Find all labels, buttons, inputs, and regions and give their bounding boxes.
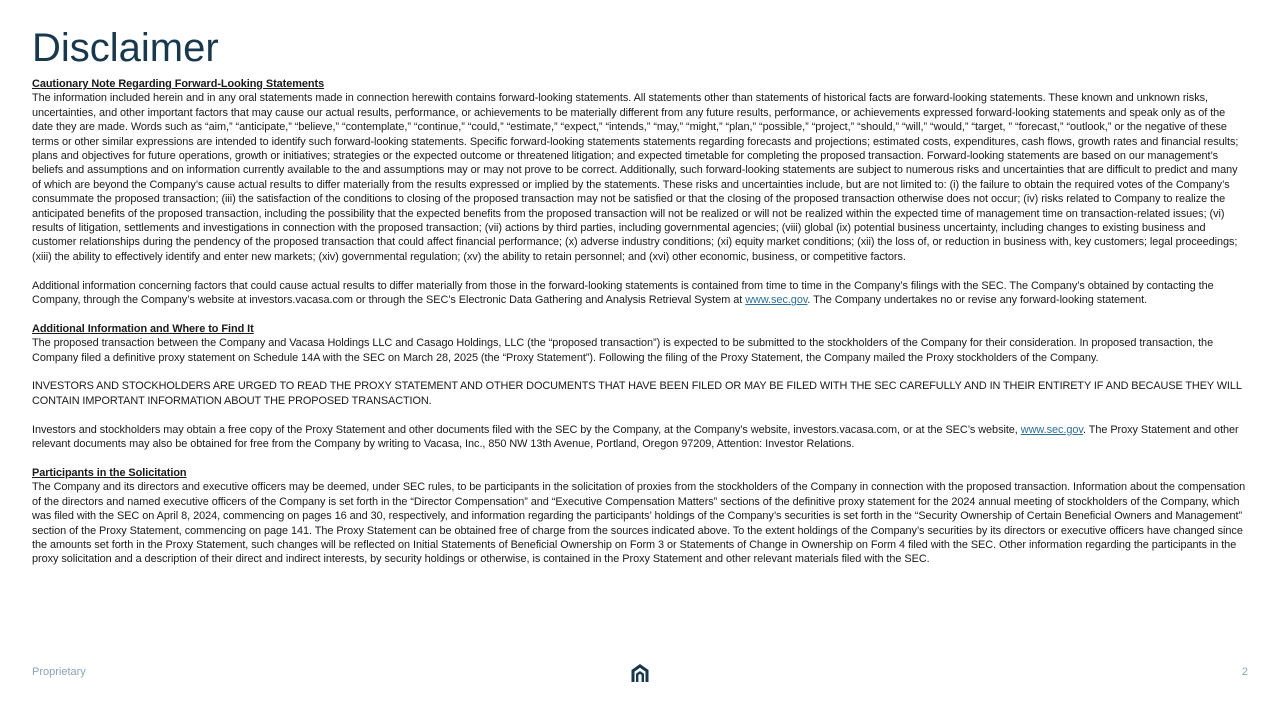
forward-looking-paragraph-1: The information included herein and in any oral statements made in connection herewith contains forward-looking statements. All statements other than statements of historical facts are forward-looking statements. These known and unknown risks, uncertainties, and other important factors that may cause our actual results, performance, or achievements to be materially different from any future results, performance, or achievements expressed forward-looking statements and speak only as of the date they are made. Words such as “aim,” “anticipate,” “believe,” “contemplate,” “continue,” “could,” “estimate,” “expect,” “intends,” “may,” “might,” “plan,” “possible,” “project,” “should,” “will,” “would,” “target, ” “forecast,” “outlook,” or the negative of these terms or other similar expressions are intended to identify such forward-looking statements. Specific forward-looking statements statements regarding forecasts and projections; estimated costs, expenditures, cash flows, growth rates and financial results; plans and objectives for future operations, growth or initiatives; strategies or the expected outcome or threatened litigation; and expected timetable for completing the proposed transaction. Forward-looking statements are based on our management’s beliefs and assumptions and on information currently available to the and assumptions may or may not prove to be correct. Additionally, such forward-looking statements are subject to numerous risks and uncertainties that are difficult to predict and many of which are beyond the Company’s cause actual results to differ materially from the results expressed or implied by the statements. These risks and uncertainties include, but are not limited to: (i) the failure to obtain the required votes of the Company’s consummate the proposed transaction; (iii) the satisfaction of the conditions to closing of the proposed transaction may not be satisfied or that the closing of the proposed transaction otherwise does not occur; (iv) risks related to Company to realize the anticipated benefits of the proposed transaction, including the possibility that the expected benefits from the proposed transaction will not be realized or will not be realized within the expected time of management time on transaction-related issues; (vi) results of litigation, settlements and investigations in connection with the proposed transaction; (vii) actions by third parties, including governmental agencies; (viii) global (ix) potential business uncertainty, including changes to existing business and customer relationships during the pendency of the proposed transaction that could affect financial performance; (x) adverse industry conditions; (xi) equity market conditions; (xii) the loss of, or reduction in business with, key customers; legal proceedings; (xiii) the ability to effectively identify and enter new markets; (xiv) governmental regulation; (xv) the ability to retain personnel; and (xvi) other economic, business, or competitive factors. bbox=[32, 92, 1239, 263]
section-heading-additional-info: Additional Information and Where to Find It bbox=[32, 322, 254, 335]
participants-paragraph-1: The Company and its directors and executive officers may be deemed, under SEC rules, to be participants in the solicitation of proxies from the stockholders of the Company in connection with the proposed transaction. Information about the compensation of the directors and named executive officers of the Company is set forth in the “Director Compensation” and “Executive Compensation Matters” sections of the definitive proxy statement for the 2024 annual meeting of stockholders of the Company, which was filed with the SEC on April 8, 2024, commencing on pages 16 and 30, respectively, and information regarding the participants’ holdings of the Company’s securities is set forth in the “Security Ownership of Certain Beneficial Owners and Management” section of the Proxy Statement, commencing on page 141. The Proxy Statement can be obtained free of charge from the sources indicated above. To the extent holdings of the Company’s securities by its directors or executive officers have changed since the amounts set forth in the Proxy Statement, such changes will be reflected on Initial Statements of Beneficial Ownership on Form 3 or Statements of Change in Ownership on Form 4 filed with the SEC. Other information regarding the participants in the proxy solicitation and a description of their direct and indirect interests, by security holdings or otherwise, is contained in the Proxy Statement and other relevant materials filed with the SEC. bbox=[32, 481, 1246, 566]
additional-info-paragraph-3-text: Investors and stockholders may obtain a free copy of the Proxy Statement and other documents filed with the SEC by the Company, at the Company’s website, investors.vacasa.com, or at the SEC’s website, bbox=[32, 423, 1018, 436]
sec-gov-link[interactable]: www.sec.gov bbox=[745, 294, 808, 307]
additional-info-paragraph-2: INVESTORS AND STOCKHOLDERS ARE URGED TO READ THE PROXY STATEMENT AND OTHER DOCUMENTS THAT HAVE BEEN FILED OR MAY BE FILED WITH THE SEC CAREFULLY AND IN THEIR ENTIRETY IF AND BECAUSE THEY WILL CONTAIN IMPORTANT INFORMATION ABOUT THE PROPOSED TRANSACTION. bbox=[32, 380, 1242, 407]
forward-looking-paragraph-2 bbox=[32, 279, 1248, 308]
page-title: Disclaimer bbox=[32, 26, 219, 70]
sec-gov-link-2[interactable]: www.sec.gov bbox=[1020, 423, 1083, 436]
forward-looking-paragraph-2-tail: . The Company undertakes no or revise any forward-looking statement. bbox=[807, 294, 1148, 307]
additional-info-paragraph-3-tail: . The Proxy Statement and other relevant documents may also be obtained for free from the Company by writing to Vacasa, Inc., 850 NW 13th Avenue, Portland, Oregon 97209, Attention: Investor Relations. bbox=[32, 423, 1239, 451]
section-heading-forward-looking: Cautionary Note Regarding Forward-Looking Statements bbox=[32, 78, 325, 90]
page-number: 2 bbox=[1241, 666, 1248, 678]
footer-proprietary-label: Proprietary bbox=[32, 666, 86, 678]
additional-info-paragraph-1: The proposed transaction between the Company and Vacasa Holdings LLC and Casago Holdings, LLC (the “proposed transaction”) is expected to be submitted to the stockholders of the Company for their consideration. In proposed transaction, the Company filed a definitive proxy statement on Schedule 14A with the SEC on March 28, 2025 (the “Proxy Statement”). Following the filing of the Proxy Statement, the Company mailed the Proxy stockholders of the Company. bbox=[32, 337, 1214, 364]
vacasa-house-logo-icon bbox=[630, 663, 650, 683]
disclaimer-body bbox=[32, 77, 1248, 567]
forward-looking-paragraph-2-text: Additional information concerning factors that could cause actual results to differ materially from those in the forward-looking statements is contained from time to time in the Company’s filings with the SEC. The Company’s obtained by contacting the Company, through the Company’s website at investors.vacasa.com or through the SEC’s Electronic Data Gathering and Analysis Retrieval System at bbox=[32, 279, 1214, 307]
additional-info-paragraph-3 bbox=[32, 423, 1248, 452]
section-heading-participants: Participants in the Solicitation bbox=[32, 466, 187, 479]
